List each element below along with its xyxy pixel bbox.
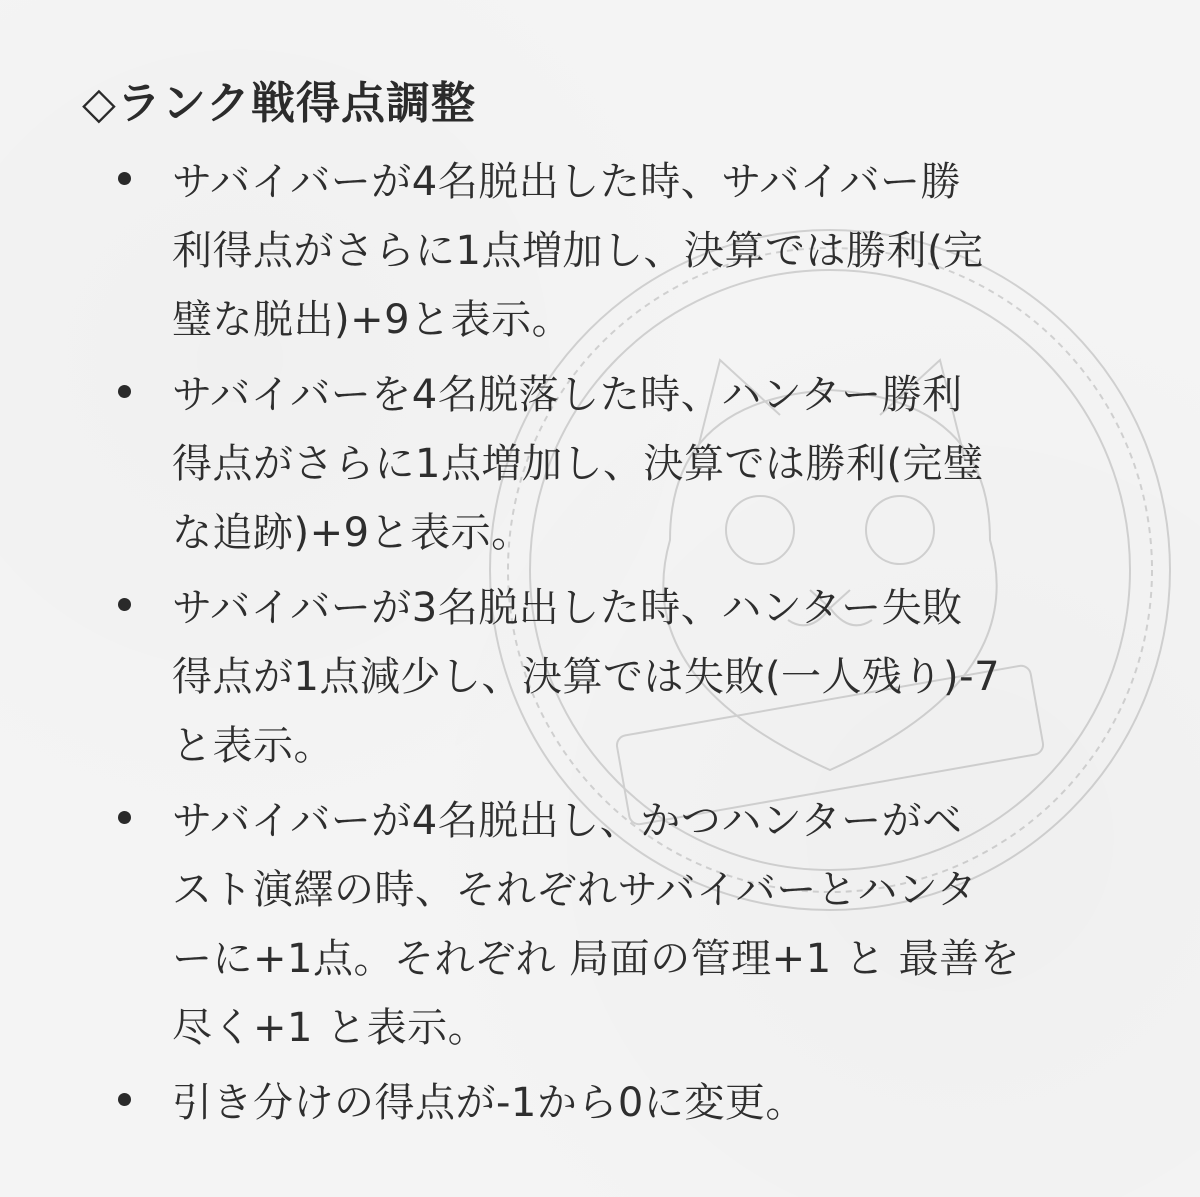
list-item-line: サバイバーが4名脱出し、かつハンターがベ	[172, 798, 963, 844]
list-item	[110, 361, 1110, 568]
list-item-line: ーに+1点。それぞれ 局面の管理+1 と 最善を	[172, 936, 1021, 982]
list-item	[110, 574, 1110, 781]
list-item	[110, 787, 1110, 1063]
list-item-line: 璧な脱出)+9と表示。	[172, 297, 573, 343]
list-item-line: サバイバーが3名脱出した時、ハンター失敗	[172, 585, 963, 631]
list-item-line: スト演繹の時、それぞれサバイバーとハンタ	[172, 867, 978, 913]
list-item-line: 利得点がさらに1点増加し、決算では勝利(完	[172, 228, 984, 274]
list-item-line: 引き分けの得点が-1から0に変更。	[172, 1080, 806, 1126]
list-item-line: 得点がさらに1点増加し、決算では勝利(完璧	[172, 441, 984, 487]
list-item-line: サバイバーが4名脱出した時、サバイバー勝	[172, 159, 962, 205]
bullet-icon	[118, 811, 131, 824]
list-item	[110, 1069, 1110, 1138]
list-item-line: サバイバーを4名脱落した時、ハンター勝利	[172, 372, 963, 418]
bullet-icon	[118, 1093, 131, 1106]
adjustment-list	[110, 148, 1110, 1144]
list-item-line: と表示。	[172, 723, 334, 769]
list-item-line: 尽く+1 と表示。	[172, 1005, 489, 1051]
section-title: ◇ランク戦得点調整	[82, 78, 476, 129]
list-item-line: な追跡)+9と表示。	[172, 510, 532, 556]
bullet-icon	[118, 172, 131, 185]
list-item	[110, 148, 1110, 355]
bullet-icon	[118, 598, 131, 611]
bullet-icon	[118, 385, 131, 398]
list-item-line: 得点が1点減少し、決算では失敗(一人残り)-7	[172, 654, 1001, 700]
